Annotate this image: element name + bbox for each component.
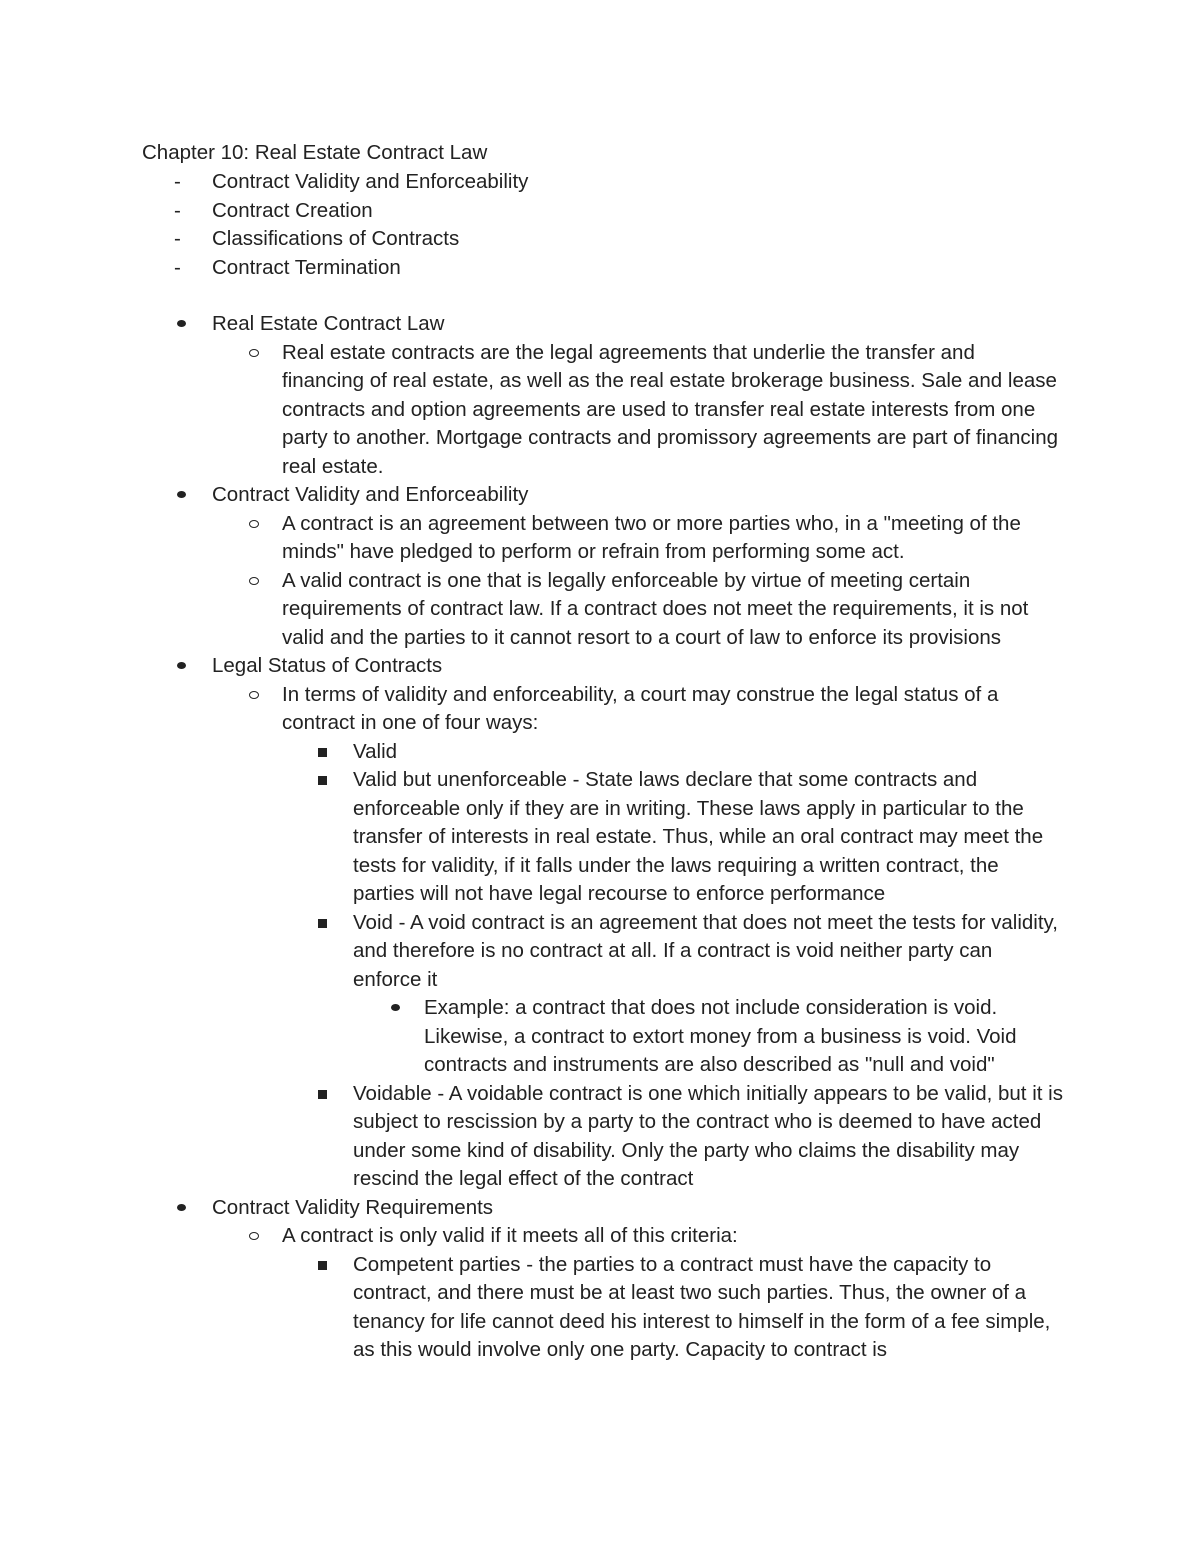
- filled-bullet-icon: [177, 662, 186, 669]
- topic-item: - Contract Validity and Enforceability: [142, 168, 528, 197]
- dash-marker: -: [174, 170, 181, 193]
- dash-marker: -: [174, 198, 181, 222]
- dash-marker: -: [174, 255, 181, 279]
- section-heading: Legal Status of Contracts: [0, 652, 1072, 681]
- list-item: A contract is only valid if it meets all of this criteria:: [0, 1222, 1062, 1251]
- filled-bullet-icon: [177, 491, 186, 498]
- list-item: Real estate contracts are the legal agreements that underlie the transfer and financing of real estate, as well as the real estate brokerage business. Sale and lease contracts and option agreements are used to transfer real estate interests from one party to another. Mortgage contracts and promissory agreements are part of financing real estate.: [0, 339, 1062, 482]
- hollow-bullet-icon: [249, 349, 259, 357]
- topic-item: - Classifications of Contracts: [142, 225, 528, 254]
- square-bullet-icon: [318, 919, 327, 928]
- hollow-bullet-icon: [249, 577, 259, 585]
- section-heading: Contract Validity and Enforceability: [0, 481, 1072, 510]
- filled-bullet-icon: [391, 1004, 400, 1011]
- chapter-topics-list: [142, 168, 528, 282]
- square-bullet-icon: [318, 776, 327, 785]
- topic-item: - Contract Termination: [142, 254, 528, 283]
- list-item: A valid contract is one that is legally enforceable by virtue of meeting certain requirements of contract law. If a contract does not meet the requirements, it is not valid and the parties to it cannot resort to a court of law to enforce its provisions: [0, 567, 1062, 653]
- section-heading: Contract Validity Requirements: [0, 1194, 1072, 1223]
- list-item: Valid: [0, 738, 1065, 767]
- section-heading: Real Estate Contract Law: [0, 310, 1072, 339]
- list-item: In terms of validity and enforceability, a court may construe the legal status of a contract in one of four ways:: [0, 681, 1062, 738]
- list-item: Voidable - A voidable contract is one which initially appears to be valid, but it is subject to rescission by a party to the contract who is deemed to have acted under some kind of disability. Only the party who claims the disability may rescind the legal effect of the contract: [0, 1080, 1065, 1194]
- list-item: A contract is an agreement between two or more parties who, in a "meeting of the minds" have pledged to perform or refrain from performing some act.: [0, 510, 1062, 567]
- hollow-bullet-icon: [249, 691, 259, 699]
- square-bullet-icon: [318, 1090, 327, 1099]
- square-bullet-icon: [318, 1261, 327, 1270]
- dash-marker: -: [174, 227, 181, 250]
- list-item: Example: a contract that does not include consideration is void. Likewise, a contract to extort money from a business is void. Void contracts and instruments are also described as "null and void": [0, 994, 1064, 1080]
- list-item: Void - A void contract is an agreement that does not meet the tests for validity, and therefore is no contract at all. If a contract is void neither party can enforce it: [0, 909, 1065, 995]
- filled-bullet-icon: [177, 1204, 186, 1211]
- topic-item: - Contract Creation: [142, 197, 528, 226]
- square-bullet-icon: [318, 748, 327, 757]
- chapter-title: Chapter 10: Real Estate Contract Law: [142, 141, 488, 164]
- filled-bullet-icon: [177, 320, 186, 327]
- list-item: Valid but unenforceable - State laws declare that some contracts and enforceable only if they are in writing. These laws apply in particular to the transfer of interests in real estate. Thus, while an oral contract may meet the tests for validity, if it falls under the laws requiring a written contract, the parties will not have legal recourse to enforce performance: [0, 766, 1065, 909]
- list-item: Competent parties - the parties to a contract must have the capacity to contract, and there must be at least two such parties. Thus, the owner of a tenancy for life cannot deed his interest to himself in the form of a fee simple, as this would involve only one party. Capacity to contract is: [0, 1251, 1065, 1365]
- hollow-bullet-icon: [249, 520, 259, 528]
- hollow-bullet-icon: [249, 1232, 259, 1240]
- outline-notes: [0, 310, 1200, 1365]
